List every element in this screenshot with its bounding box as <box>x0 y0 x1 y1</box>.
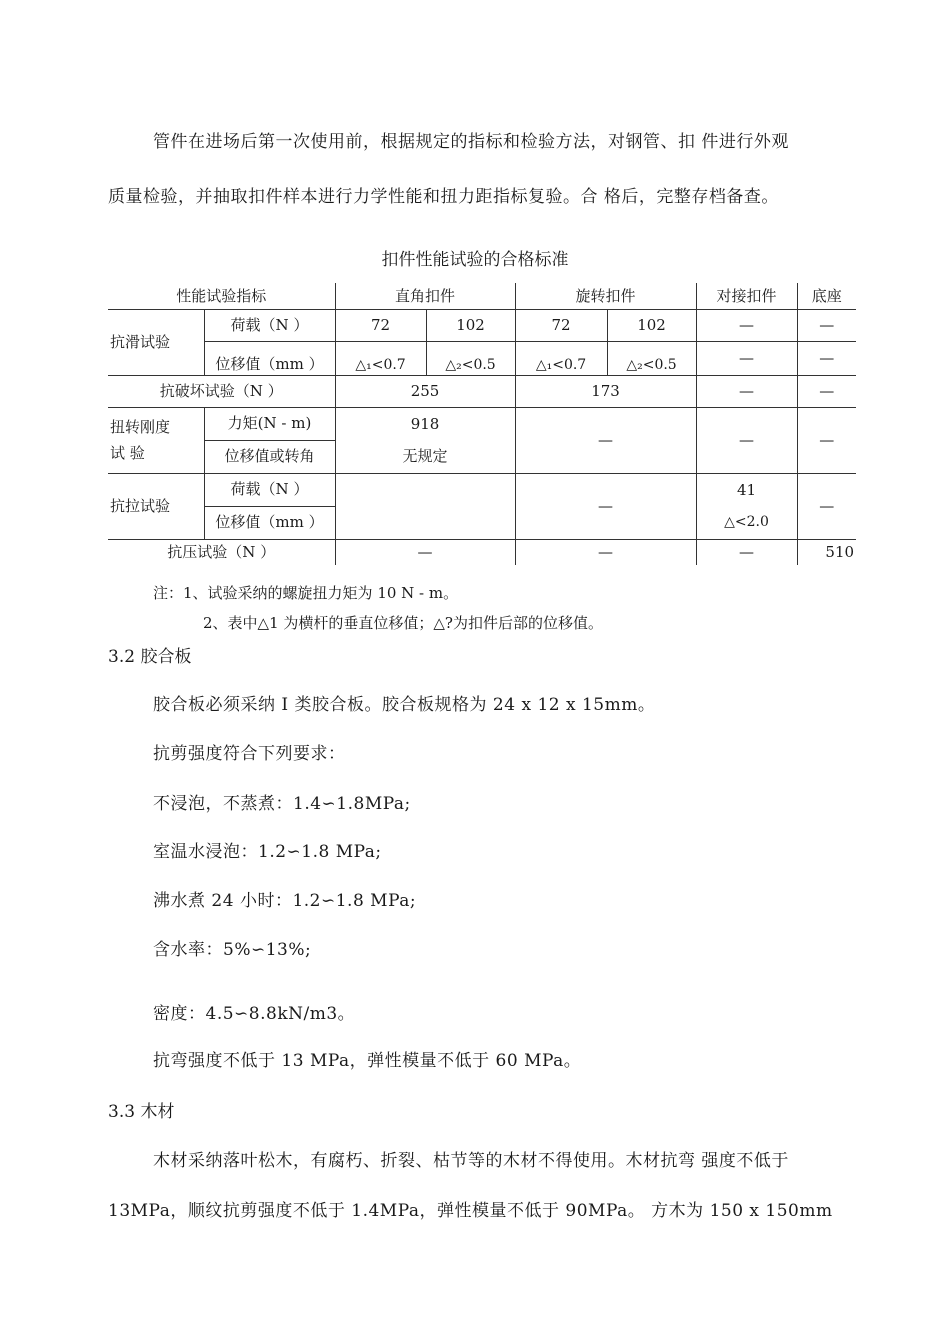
plywood-line-5: 沸水煮 24 小时：1.2∽1.8 MPa; <box>153 891 417 911</box>
plywood-line-8: 抗弯强度不低于 13 MPa，弹性模量不低于 60 MPa。 <box>153 1051 582 1071</box>
plywood-line-2: 抗剪强度符合下列要求： <box>153 744 346 764</box>
header-right-angle: 直角扣件 <box>335 283 515 309</box>
intro-line-2: 质量检验，并抽取扣件样本进行力学性能和扭力距指标复验。合 格后，完整存档备查。 <box>108 187 779 207</box>
cell: 173 <box>515 375 696 407</box>
cell: 41 <box>696 473 797 506</box>
spec-table <box>108 283 856 565</box>
torsion-torque-label: 力矩(N - m) <box>204 407 335 440</box>
tension-label: 抗拉试验 <box>108 473 204 539</box>
cell: — <box>515 473 696 539</box>
cell: △<2.0 <box>696 506 797 539</box>
cell: △₁<0.7 <box>515 341 607 375</box>
cell: 102 <box>607 309 696 341</box>
table-row <box>108 473 856 506</box>
slip-disp-label: 位移值（mm ） <box>204 341 335 375</box>
plywood-line-3: 不浸泡，不蒸煮：1.4∽1.8MPa; <box>153 794 411 814</box>
table-header-row <box>108 283 856 309</box>
note-2: 2、表中△1 为横杆的垂直位移值；△?为扣件后部的位移值。 <box>203 614 603 632</box>
cell: — <box>797 407 856 473</box>
cell: △₁<0.7 <box>335 341 426 375</box>
cell: 无规定 <box>335 440 515 473</box>
plywood-line-4: 室温水浸泡：1.2∽1.8 MPa; <box>153 842 382 862</box>
plywood-line-7: 密度：4.5∽8.8kN/m3。 <box>153 1004 356 1024</box>
cell: 918 <box>335 407 515 440</box>
header-metric: 性能试验指标 <box>108 283 335 309</box>
header-rotating: 旋转扣件 <box>515 283 696 309</box>
torsion-label-line-1: 扭转刚度 <box>110 417 171 436</box>
cell: 510 <box>797 539 856 565</box>
tension-disp-label: 位移值（mm ） <box>204 506 335 539</box>
cell: — <box>696 407 797 473</box>
wood-line-2: 13MPa，顺纹抗剪强度不低于 1.4MPa，弹性模量不低于 90MPa。 方木为 150 x 150mm <box>108 1201 833 1221</box>
cell: — <box>515 407 696 473</box>
cell: — <box>797 375 856 407</box>
cell: — <box>797 309 856 341</box>
cell: — <box>696 309 797 341</box>
cell: 72 <box>515 309 607 341</box>
cell: — <box>515 539 696 565</box>
cell: 255 <box>335 375 515 407</box>
cell: △₂<0.5 <box>607 341 696 375</box>
cell: — <box>797 473 856 539</box>
plywood-line-6: 含水率：5%∽13%; <box>153 940 312 960</box>
plywood-heading: 3.2 胶合板 <box>108 647 192 667</box>
table-row <box>108 539 856 565</box>
cell: △₂<0.5 <box>426 341 515 375</box>
compression-label: 抗压试验（N ） <box>108 539 335 565</box>
table-row <box>108 309 856 341</box>
intro-line-1: 管件在进场后第一次使用前，根据规定的指标和检验方法，对钢管、扣 件进行外观 <box>153 132 789 152</box>
cell <box>335 473 515 539</box>
cell: 72 <box>335 309 426 341</box>
plywood-line-1: 胶合板必须采纳 I 类胶合板。胶合板规格为 24 x 12 x 15mm。 <box>153 695 656 715</box>
cell: — <box>696 539 797 565</box>
header-base: 底座 <box>797 283 856 309</box>
note-1: 注：1、试验采纳的螺旋扭力矩为 10 N - m。 <box>153 584 459 602</box>
wood-line-1: 木材采纳落叶松木，有腐朽、折裂、枯节等的木材不得使用。木材抗弯 强度不低于 <box>153 1151 789 1171</box>
failure-label: 抗破坏试验（N ） <box>108 375 335 407</box>
cell: — <box>696 341 797 375</box>
wood-heading: 3.3 木材 <box>108 1102 175 1122</box>
slip-load-label: 荷载（N ） <box>204 309 335 341</box>
torsion-label-line-2: 试 验 <box>110 444 145 462</box>
cell: — <box>797 341 856 375</box>
cell: — <box>696 375 797 407</box>
table-row <box>108 375 856 407</box>
table-caption: 扣件性能试验的合格标准 <box>381 250 569 270</box>
table-row <box>108 341 856 375</box>
slip-label: 抗滑试验 <box>108 309 204 375</box>
header-butt: 对接扣件 <box>696 283 797 309</box>
tension-load-label: 荷载（N ） <box>204 473 335 506</box>
table-row <box>108 407 856 440</box>
cell: — <box>335 539 515 565</box>
cell: 102 <box>426 309 515 341</box>
torsion-label <box>108 407 204 473</box>
torsion-angle-label: 位移值或转角 <box>204 440 335 473</box>
